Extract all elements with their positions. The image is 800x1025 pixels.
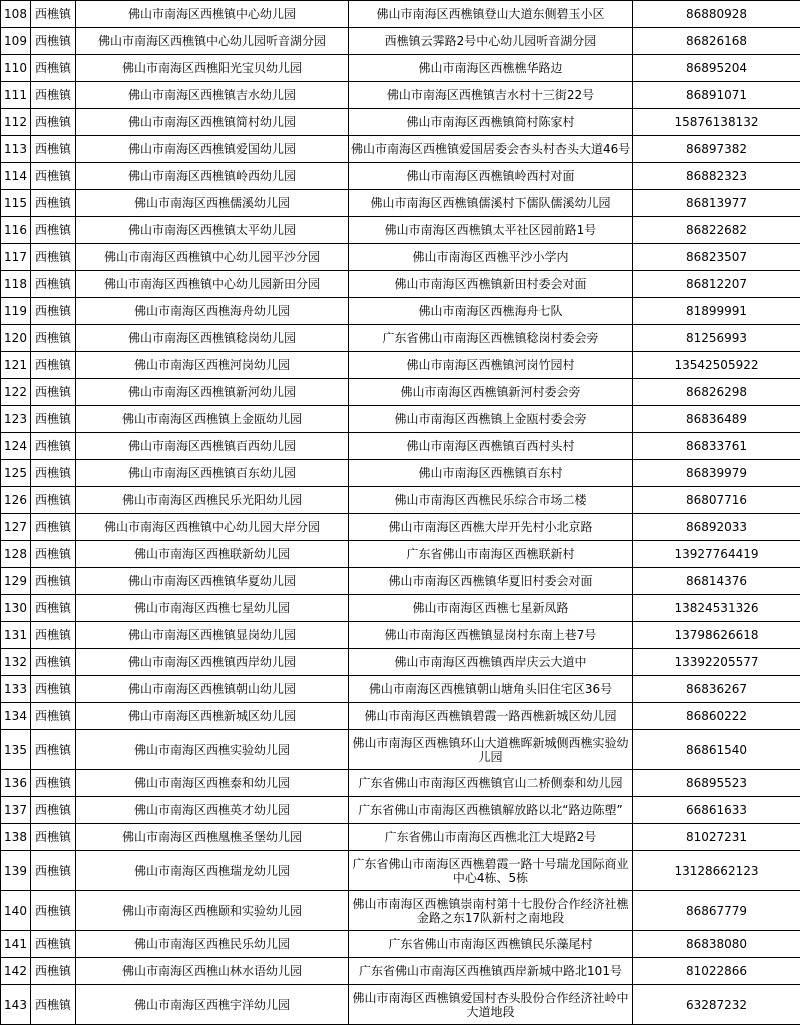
row-number-cell: 134	[1, 703, 31, 730]
kindergarten-name-cell: 佛山市南海区西樵山林水语幼儿园	[76, 958, 349, 985]
table-row	[1, 797, 800, 824]
kindergarten-name-cell: 佛山市南海区西樵镇中心幼儿园听音湖分园	[76, 28, 349, 55]
kindergarten-name-cell: 佛山市南海区西樵实验幼儿园	[76, 730, 349, 770]
address-cell: 佛山市南海区西樵镇华夏旧村委会对面	[349, 568, 633, 595]
phone-cell: 66861633	[633, 797, 800, 824]
kindergarten-name-cell: 佛山市南海区西樵宇洋幼儿园	[76, 985, 349, 1025]
town-cell: 西樵镇	[31, 28, 76, 55]
phone-cell: 86836489	[633, 406, 800, 433]
table-row	[1, 298, 800, 325]
table-row	[1, 649, 800, 676]
row-number-cell: 111	[1, 82, 31, 109]
town-cell: 西樵镇	[31, 649, 76, 676]
phone-cell: 86838080	[633, 931, 800, 958]
table-row	[1, 352, 800, 379]
address-cell: 广东省佛山市南海区西樵镇稔岗村委会旁	[349, 325, 633, 352]
town-cell: 西樵镇	[31, 325, 76, 352]
kindergarten-name-cell: 佛山市南海区西樵镇中心幼儿园	[76, 1, 349, 28]
table-row	[1, 541, 800, 568]
address-cell: 佛山市南海区西樵镇百西村头村	[349, 433, 633, 460]
address-cell: 佛山市南海区西樵镇爱国村杏头股份合作经济社岭中大道地段	[349, 985, 633, 1025]
table-row	[1, 985, 800, 1025]
table-row	[1, 433, 800, 460]
town-cell: 西樵镇	[31, 676, 76, 703]
kindergarten-name-cell: 佛山市南海区西樵泰和幼儿园	[76, 770, 349, 797]
address-cell: 佛山市南海区西樵樵华路边	[349, 55, 633, 82]
phone-cell: 13128662123	[633, 851, 800, 891]
kindergarten-name-cell: 佛山市南海区西樵英才幼儿园	[76, 797, 349, 824]
phone-cell: 13927764419	[633, 541, 800, 568]
row-number-cell: 123	[1, 406, 31, 433]
table-row	[1, 958, 800, 985]
kindergarten-name-cell: 佛山市南海区西樵镇简村幼儿园	[76, 109, 349, 136]
row-number-cell: 109	[1, 28, 31, 55]
town-cell: 西樵镇	[31, 824, 76, 851]
address-cell: 佛山市南海区西樵镇西岸庆云大道中	[349, 649, 633, 676]
kindergarten-name-cell: 佛山市南海区西樵镇爱国幼儿园	[76, 136, 349, 163]
town-cell: 西樵镇	[31, 379, 76, 406]
table-row	[1, 379, 800, 406]
row-number-cell: 116	[1, 217, 31, 244]
table-row	[1, 824, 800, 851]
address-cell: 广东省佛山市南海区西樵镇西岸新城中路北101号	[349, 958, 633, 985]
kindergarten-name-cell: 佛山市南海区西樵镇百东幼儿园	[76, 460, 349, 487]
town-cell: 西樵镇	[31, 595, 76, 622]
kindergarten-name-cell: 佛山市南海区西樵镇稔岗幼儿园	[76, 325, 349, 352]
row-number-cell: 115	[1, 190, 31, 217]
address-cell: 广东省佛山市南海区西樵碧霞一路十号瑞龙国际商业中心4栋、5栋	[349, 851, 633, 891]
address-cell: 佛山市南海区西樵镇百东村	[349, 460, 633, 487]
phone-cell: 86861540	[633, 730, 800, 770]
table-row	[1, 676, 800, 703]
table-row	[1, 325, 800, 352]
address-cell: 佛山市南海区西樵民乐综合市场二楼	[349, 487, 633, 514]
address-cell: 佛山市南海区西樵镇太平社区园前路1号	[349, 217, 633, 244]
kindergarten-name-cell: 佛山市南海区西樵镇新河幼儿园	[76, 379, 349, 406]
town-cell: 西樵镇	[31, 244, 76, 271]
kindergarten-name-cell: 佛山市南海区西樵镇吉水幼儿园	[76, 82, 349, 109]
table-row	[1, 514, 800, 541]
town-cell: 西樵镇	[31, 487, 76, 514]
table-row	[1, 28, 800, 55]
address-cell: 佛山市南海区西樵镇儒溪村下儒队儒溪幼儿园	[349, 190, 633, 217]
table-row	[1, 163, 800, 190]
row-number-cell: 142	[1, 958, 31, 985]
town-cell: 西樵镇	[31, 797, 76, 824]
row-number-cell: 118	[1, 271, 31, 298]
phone-cell: 81256993	[633, 325, 800, 352]
phone-cell: 15876138132	[633, 109, 800, 136]
address-cell: 佛山市南海区西樵海舟七队	[349, 298, 633, 325]
kindergarten-name-cell: 佛山市南海区西樵镇中心幼儿园平沙分园	[76, 244, 349, 271]
row-number-cell: 140	[1, 891, 31, 931]
town-cell: 西樵镇	[31, 622, 76, 649]
address-cell: 广东省佛山市南海区西樵联新村	[349, 541, 633, 568]
town-cell: 西樵镇	[31, 703, 76, 730]
row-number-cell: 125	[1, 460, 31, 487]
phone-cell: 86839979	[633, 460, 800, 487]
phone-cell: 86836267	[633, 676, 800, 703]
row-number-cell: 121	[1, 352, 31, 379]
table-row	[1, 703, 800, 730]
table-row	[1, 1, 800, 28]
town-cell: 西樵镇	[31, 851, 76, 891]
table-row	[1, 406, 800, 433]
kindergarten-name-cell: 佛山市南海区西樵新城区幼儿园	[76, 703, 349, 730]
phone-cell: 81027231	[633, 824, 800, 851]
phone-cell: 13798626618	[633, 622, 800, 649]
row-number-cell: 114	[1, 163, 31, 190]
phone-cell: 81899991	[633, 298, 800, 325]
address-cell: 佛山市南海区西樵镇岭西村对面	[349, 163, 633, 190]
phone-cell: 86882323	[633, 163, 800, 190]
address-cell: 佛山市南海区西樵镇新河村委会旁	[349, 379, 633, 406]
address-cell: 佛山市南海区西樵镇上金瓯村委会旁	[349, 406, 633, 433]
town-cell: 西樵镇	[31, 931, 76, 958]
table-row	[1, 82, 800, 109]
address-cell: 广东省佛山市南海区西樵镇解放路以北“路边陈塱”	[349, 797, 633, 824]
town-cell: 西樵镇	[31, 136, 76, 163]
phone-cell: 86813977	[633, 190, 800, 217]
phone-cell: 86822682	[633, 217, 800, 244]
address-cell: 佛山市南海区西樵镇朝山塘角头旧住宅区36号	[349, 676, 633, 703]
table-row	[1, 136, 800, 163]
row-number-cell: 141	[1, 931, 31, 958]
town-cell: 西樵镇	[31, 568, 76, 595]
address-cell: 佛山市南海区西樵镇新田村委会对面	[349, 271, 633, 298]
kindergarten-name-cell: 佛山市南海区西樵镇显岗幼儿园	[76, 622, 349, 649]
table-body	[1, 1, 800, 1025]
table-row	[1, 190, 800, 217]
kindergarten-name-cell: 佛山市南海区西樵镇朝山幼儿园	[76, 676, 349, 703]
address-cell: 广东省佛山市南海区西樵镇官山二桥侧泰和幼儿园	[349, 770, 633, 797]
kindergarten-name-cell: 佛山市南海区西樵七星幼儿园	[76, 595, 349, 622]
table-row	[1, 595, 800, 622]
row-number-cell: 113	[1, 136, 31, 163]
kindergarten-name-cell: 佛山市南海区西樵镇西岸幼儿园	[76, 649, 349, 676]
address-cell: 佛山市南海区西樵镇环山大道樵晖新城侧西樵实验幼儿园	[349, 730, 633, 770]
kindergarten-name-cell: 佛山市南海区西樵镇中心幼儿园新田分园	[76, 271, 349, 298]
phone-cell: 63287232	[633, 985, 800, 1025]
table-row	[1, 244, 800, 271]
kindergarten-name-cell: 佛山市南海区西樵河岗幼儿园	[76, 352, 349, 379]
table-row	[1, 730, 800, 770]
table-row	[1, 460, 800, 487]
row-number-cell: 137	[1, 797, 31, 824]
row-number-cell: 135	[1, 730, 31, 770]
row-number-cell: 133	[1, 676, 31, 703]
row-number-cell: 127	[1, 514, 31, 541]
row-number-cell: 119	[1, 298, 31, 325]
kindergarten-name-cell: 佛山市南海区西樵镇百西幼儿园	[76, 433, 349, 460]
address-cell: 广东省佛山市南海区西樵镇民乐藻尾村	[349, 931, 633, 958]
phone-cell: 86833761	[633, 433, 800, 460]
table-row	[1, 217, 800, 244]
row-number-cell: 128	[1, 541, 31, 568]
phone-cell: 86880928	[633, 1, 800, 28]
town-cell: 西樵镇	[31, 1, 76, 28]
town-cell: 西樵镇	[31, 730, 76, 770]
phone-cell: 86895204	[633, 55, 800, 82]
phone-cell: 86897382	[633, 136, 800, 163]
row-number-cell: 129	[1, 568, 31, 595]
kindergarten-name-cell: 佛山市南海区西樵儒溪幼儿园	[76, 190, 349, 217]
table-row	[1, 568, 800, 595]
row-number-cell: 120	[1, 325, 31, 352]
town-cell: 西樵镇	[31, 406, 76, 433]
phone-cell: 86812207	[633, 271, 800, 298]
phone-cell: 86892033	[633, 514, 800, 541]
kindergarten-name-cell: 佛山市南海区西樵镇中心幼儿园大岸分园	[76, 514, 349, 541]
row-number-cell: 138	[1, 824, 31, 851]
town-cell: 西樵镇	[31, 460, 76, 487]
kindergarten-name-cell: 佛山市南海区西樵海舟幼儿园	[76, 298, 349, 325]
kindergarten-name-cell: 佛山市南海区西樵镇太平幼儿园	[76, 217, 349, 244]
table-row	[1, 770, 800, 797]
address-cell: 佛山市南海区西樵镇河岗竹园村	[349, 352, 633, 379]
row-number-cell: 131	[1, 622, 31, 649]
row-number-cell: 108	[1, 1, 31, 28]
phone-cell: 86860222	[633, 703, 800, 730]
row-number-cell: 136	[1, 770, 31, 797]
town-cell: 西樵镇	[31, 985, 76, 1025]
address-cell: 佛山市南海区西樵镇登山大道东侧碧玉小区	[349, 1, 633, 28]
row-number-cell: 139	[1, 851, 31, 891]
kindergarten-name-cell: 佛山市南海区西樵民乐幼儿园	[76, 931, 349, 958]
phone-cell: 86891071	[633, 82, 800, 109]
table-row	[1, 55, 800, 82]
address-cell: 佛山市南海区西樵七星新凤路	[349, 595, 633, 622]
kindergarten-name-cell: 佛山市南海区西樵颐和实验幼儿园	[76, 891, 349, 931]
table-row	[1, 109, 800, 136]
row-number-cell: 117	[1, 244, 31, 271]
table-row	[1, 622, 800, 649]
town-cell: 西樵镇	[31, 352, 76, 379]
kindergarten-name-cell: 佛山市南海区西樵镇岭西幼儿园	[76, 163, 349, 190]
phone-cell: 81022866	[633, 958, 800, 985]
address-cell: 佛山市南海区西樵镇崇南村第十七股份合作经济社樵金路之东17队新村之南地段	[349, 891, 633, 931]
phone-cell: 13824531326	[633, 595, 800, 622]
town-cell: 西樵镇	[31, 298, 76, 325]
address-cell: 佛山市南海区西樵镇简村陈家村	[349, 109, 633, 136]
table-row	[1, 851, 800, 891]
table-row	[1, 487, 800, 514]
town-cell: 西樵镇	[31, 433, 76, 460]
table-row	[1, 931, 800, 958]
kindergarten-name-cell: 佛山市南海区西樵镇华夏幼儿园	[76, 568, 349, 595]
town-cell: 西樵镇	[31, 514, 76, 541]
address-cell: 佛山市南海区西樵平沙小学内	[349, 244, 633, 271]
town-cell: 西樵镇	[31, 770, 76, 797]
town-cell: 西樵镇	[31, 190, 76, 217]
row-number-cell: 110	[1, 55, 31, 82]
kindergarten-name-cell: 佛山市南海区西樵民乐光阳幼儿园	[76, 487, 349, 514]
table-row	[1, 891, 800, 931]
phone-cell: 86823507	[633, 244, 800, 271]
phone-cell: 86814376	[633, 568, 800, 595]
row-number-cell: 126	[1, 487, 31, 514]
phone-cell: 86895523	[633, 770, 800, 797]
kindergarten-name-cell: 佛山市南海区西樵镇上金瓯幼儿园	[76, 406, 349, 433]
row-number-cell: 132	[1, 649, 31, 676]
town-cell: 西樵镇	[31, 891, 76, 931]
row-number-cell: 112	[1, 109, 31, 136]
address-cell: 佛山市南海区西樵镇爱国居委会杏头村杏头大道46号	[349, 136, 633, 163]
address-cell: 佛山市南海区西樵镇碧霞一路西樵新城区幼儿园	[349, 703, 633, 730]
address-cell: 佛山市南海区西樵镇吉水村十三街22号	[349, 82, 633, 109]
row-number-cell: 143	[1, 985, 31, 1025]
address-cell: 佛山市南海区西樵大岸开先村小北京路	[349, 514, 633, 541]
town-cell: 西樵镇	[31, 109, 76, 136]
town-cell: 西樵镇	[31, 82, 76, 109]
town-cell: 西樵镇	[31, 55, 76, 82]
address-cell: 西樵镇云霁路2号中心幼儿园听音湖分园	[349, 28, 633, 55]
address-cell: 广东省佛山市南海区西樵北江大堤路2号	[349, 824, 633, 851]
address-cell: 佛山市南海区西樵镇显岗村东南上巷7号	[349, 622, 633, 649]
phone-cell: 86826168	[633, 28, 800, 55]
town-cell: 西樵镇	[31, 163, 76, 190]
phone-cell: 86867779	[633, 891, 800, 931]
row-number-cell: 122	[1, 379, 31, 406]
phone-cell: 86826298	[633, 379, 800, 406]
kindergarten-name-cell: 佛山市南海区西樵联新幼儿园	[76, 541, 349, 568]
kindergarten-name-cell: 佛山市南海区西樵瑞龙幼儿园	[76, 851, 349, 891]
town-cell: 西樵镇	[31, 217, 76, 244]
town-cell: 西樵镇	[31, 271, 76, 298]
table-row	[1, 271, 800, 298]
phone-cell: 86807716	[633, 487, 800, 514]
kindergarten-name-cell: 佛山市南海区西樵凰樵圣堡幼儿园	[76, 824, 349, 851]
phone-cell: 13542505922	[633, 352, 800, 379]
town-cell: 西樵镇	[31, 541, 76, 568]
row-number-cell: 130	[1, 595, 31, 622]
town-cell: 西樵镇	[31, 958, 76, 985]
kindergarten-name-cell: 佛山市南海区西樵阳光宝贝幼儿园	[76, 55, 349, 82]
row-number-cell: 124	[1, 433, 31, 460]
phone-cell: 13392205577	[633, 649, 800, 676]
